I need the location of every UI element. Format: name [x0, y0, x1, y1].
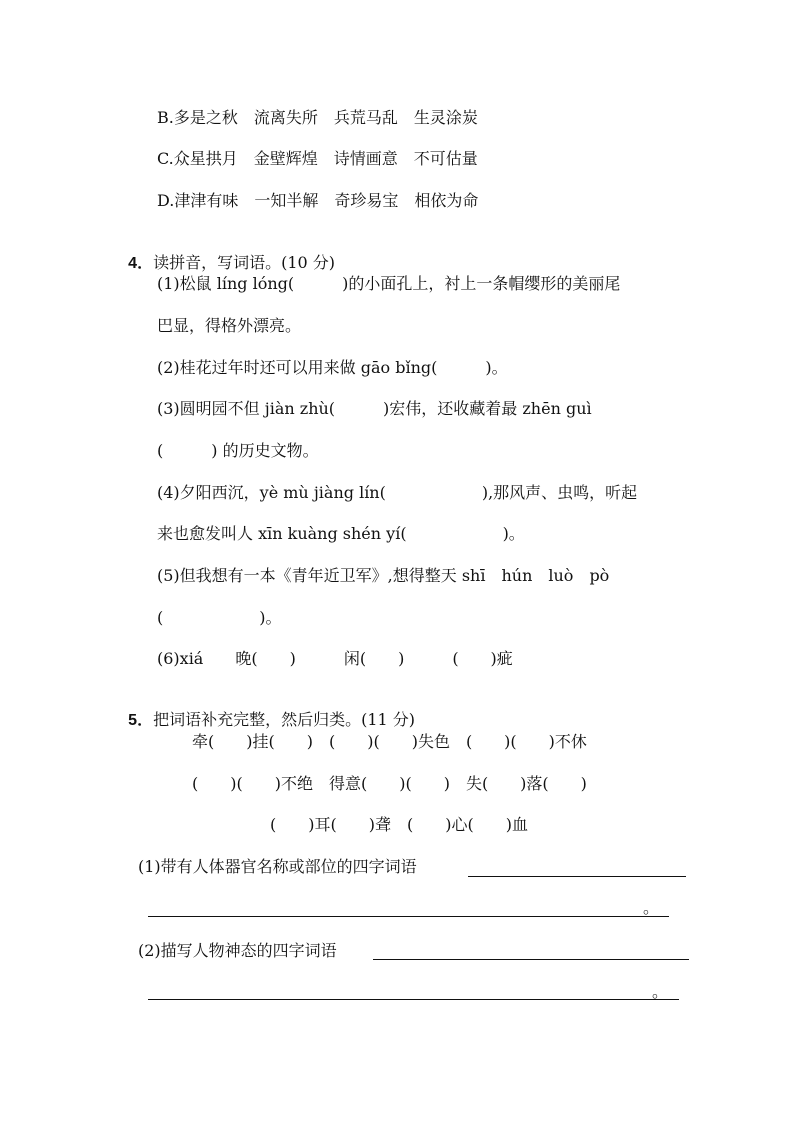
q4-item5-line2: ( )。 — [157, 608, 282, 627]
q3-option-d: D.津津有味 一知半解 奇珍易宝 相依为命 — [157, 191, 479, 210]
q4-title: 读拼音，写词语。(10 分) — [153, 253, 336, 272]
q4-item2: (2)桂花过年时还可以用来做 gāo bǐng( )。 — [157, 358, 508, 377]
q5-sub2-period: 。 — [652, 982, 669, 1001]
q5-heading — [118, 690, 415, 731]
q4-heading — [118, 233, 335, 274]
q4-item3-line1: (3)圆明园不但 jiàn zhù( )宏伟，还收藏着最 zhēn guì — [157, 399, 592, 418]
q4-item1-line2: 巴显，得格外漂亮。 — [157, 316, 302, 335]
q3-option-b: B.多是之秋 流离失所 兵荒马乱 生灵涂炭 — [157, 108, 478, 127]
q5-sub1-answer-line1[interactable] — [468, 876, 686, 877]
q4-item5-line1: (5)但我想有一本《青年近卫军》,想得整天 shī hún luò pò — [157, 566, 610, 585]
q5-number: 5． — [128, 712, 154, 729]
q4-item1-line1: (1)松鼠 líng lóng( )的小面孔上，衬上一条帽缨形的美丽尾 — [157, 274, 621, 293]
q4-item4-line2: 来也愈发叫人 xīn kuàng shén yí( )。 — [157, 524, 525, 543]
q4-item6: (6)xiá 晚( ) 闲( ) ( )疵 — [157, 649, 513, 668]
q5-sub1-label: (1)带有人体器官名称或部位的四字词语 — [138, 857, 417, 876]
q5-words-row2: ( )( )不绝 得意( )( ) 失( )落( ) — [192, 774, 587, 793]
q4-number: 4． — [128, 255, 154, 272]
q5-sub2-answer-line2[interactable] — [148, 999, 679, 1000]
q5-words-row3: ( )耳( )聋 ( )心( )血 — [270, 815, 528, 834]
q4-item3-line2: ( ) 的历史文物。 — [157, 441, 319, 460]
q5-sub2-label: (2)描写人物神态的四字词语 — [138, 941, 337, 960]
q5-words-row1: 牵( )挂( ) ( )( )失色 ( )( )不休 — [192, 732, 587, 751]
q5-sub1-answer-line2[interactable] — [148, 916, 669, 917]
q5-sub2-answer-line1[interactable] — [373, 959, 689, 960]
q4-item4-line1: (4)夕阳西沉，yè mù jiàng lín( ),那风声、虫鸣，听起 — [157, 483, 638, 502]
q5-sub1-period: 。 — [643, 898, 660, 917]
q5-title: 把词语补充完整，然后归类。(11 分) — [153, 710, 416, 729]
q3-option-c: C.众星拱月 金壁辉煌 诗情画意 不可估量 — [157, 149, 478, 168]
